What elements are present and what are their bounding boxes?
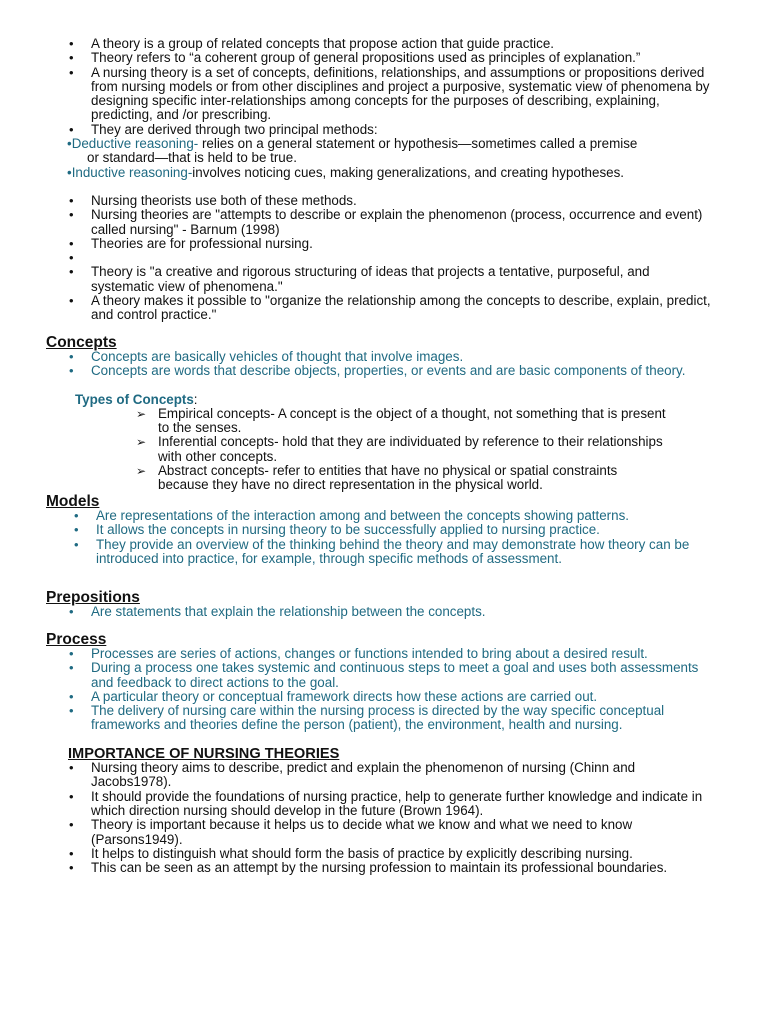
inductive-text: involves noticing cues, making generalizations, and creating hypotheses. — [192, 164, 625, 180]
inductive-reasoning — [0, 166, 768, 180]
list-item: • Are statements that explain the relationship between the concepts. — [0, 605, 768, 619]
list-item: ➢ Abstract concepts- refer to entities that have no physical or spatial constraints because they have no direct representation in the physical world. — [0, 464, 768, 493]
list-item: • Processes are series of actions, changes or functions intended to bring about a desired result. — [0, 647, 768, 661]
process-list — [0, 647, 768, 733]
concepts-heading: Concepts — [46, 333, 117, 351]
models-list — [0, 509, 768, 566]
list-item: • Concepts are basically vehicles of thought that involve images. — [0, 350, 768, 364]
list-item: • It allows the concepts in nursing theory to be successfully applied to nursing practice. — [0, 523, 768, 537]
list-item: • Nursing theorists use both of these methods. — [0, 194, 768, 208]
list-item: • During a process one takes systemic and continuous steps to meet a goal and uses both assessments and feedback to direct actions to the goal. — [0, 661, 768, 690]
concepts-list — [0, 350, 768, 379]
list-item: • A theory is a group of related concepts that propose action that guide practice. — [0, 37, 768, 51]
list-item: • Theory is "a creative and rigorous structuring of ideas that projects a tentative, purposeful, and systematic view of phenomena." — [0, 265, 768, 294]
list-item: • Theories are for professional nursing. — [0, 237, 768, 251]
importance-list — [0, 761, 768, 875]
list-item: • Are representations of the interaction among and between the concepts showing patterns. — [0, 509, 768, 523]
deductive-continuation: or standard—that is held to be true. — [87, 150, 297, 166]
list-item: • Theory refers to “a coherent group of general propositions used as principles of explanation.” — [0, 51, 768, 65]
inductive-label: •Inductive reasoning- — [67, 164, 193, 180]
list-item: ➢ Inferential concepts- hold that they are individuated by reference to their relationships with other concepts. — [0, 435, 768, 464]
list-item: • A nursing theory is a set of concepts, definitions, relationships, and assumptions or propositions derived from nursing models or from other disciplines and project a purposive, systematic view of phenomena by designing specific inter-relationships among concepts for the purposes of describing, explaining, predicting, and /or prescribing. — [0, 66, 768, 123]
list-item: • Nursing theories are "attempts to describe or explain the phenomenon (process, occurrence and event) called nursing" - Barnum (1998) — [0, 208, 768, 237]
list-item: • A theory makes it possible to "organize the relationship among the concepts to describe, explain, predict, and control practice." — [0, 294, 768, 323]
deductive-label: •Deductive reasoning- — [67, 136, 199, 152]
deductive-text: relies on a general statement or hypothesis—sometimes called a premise — [198, 136, 638, 152]
importance-heading: IMPORTANCE OF NURSING THEORIES — [68, 745, 340, 762]
deductive-reasoning — [0, 137, 768, 166]
prepositions-heading: Prepositions — [46, 589, 140, 607]
types-heading-text: Types of Concepts — [75, 391, 194, 407]
types-of-concepts-heading — [75, 393, 768, 407]
list-item: • Theory is important because it helps us to decide what we know and what we need to know (Parsons1949). — [0, 818, 768, 847]
list-item: • It should provide the foundations of nursing practice, help to generate further knowledge and indicate in which direction nursing should develop in the future (Brown 1964). — [0, 790, 768, 819]
list-item: • Nursing theory aims to describe, predict and explain the phenomenon of nursing (Chinn and Jacobs1978). — [0, 761, 768, 790]
list-item: • Concepts are words that describe objects, properties, or events and are basic components of theory. — [0, 364, 768, 378]
process-heading: Process — [46, 630, 107, 648]
list-item: ➢ Empirical concepts- A concept is the object of a thought, not something that is present to the senses. — [0, 407, 768, 436]
models-heading: Models — [46, 492, 100, 510]
list-item: • This can be seen as an attempt by the nursing profession to maintain its professional boundaries. — [0, 861, 768, 875]
list-item: • They are derived through two principal methods: — [0, 123, 768, 137]
list-item: • They provide an overview of the thinking behind the theory and may demonstrate how theory can be introduced into practice, for example, through specific methods of assessment. — [0, 538, 768, 567]
list-item: • The delivery of nursing care within the nursing process is directed by the way specific conceptual frameworks and theories define the person (patient), the environment, health and nursing. — [0, 704, 768, 733]
intro-list-b — [0, 194, 768, 323]
types-heading-colon: : — [193, 391, 198, 407]
prepositions-list — [0, 605, 768, 619]
list-item: • It helps to distinguish what should form the basis of practice by explicitly describing nursing. — [0, 847, 768, 861]
intro-list-a — [0, 37, 768, 137]
list-item-empty — [0, 251, 768, 265]
types-of-concepts-list — [0, 407, 768, 493]
list-item: • A particular theory or conceptual framework directs how these actions are carried out. — [0, 690, 768, 704]
